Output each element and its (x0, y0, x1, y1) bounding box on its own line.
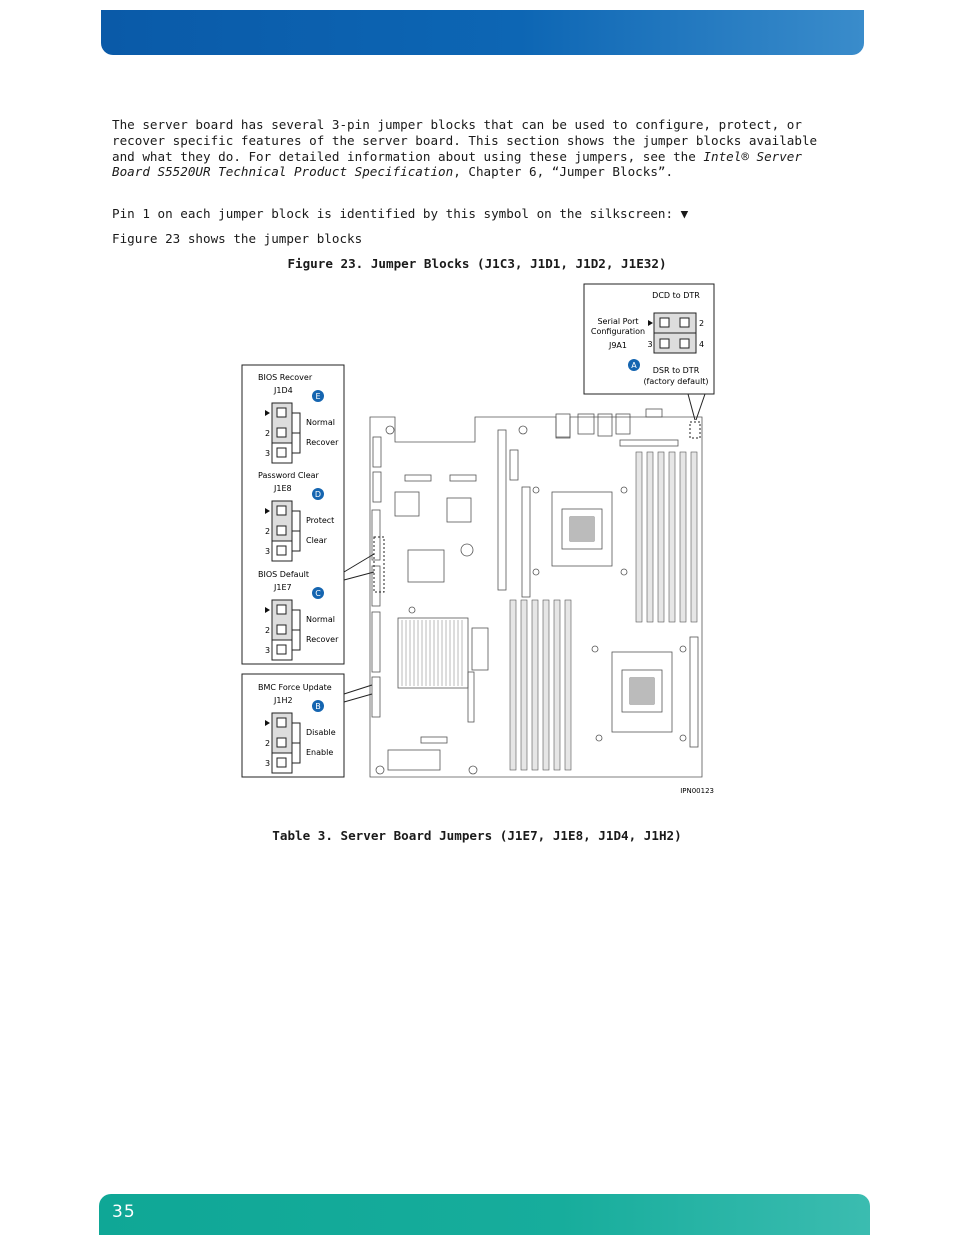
callout-a-pin-left: 3 (647, 340, 653, 349)
jumper-j1h2-option-1: Disable (306, 728, 336, 737)
jumper-blocks-figure (240, 282, 720, 797)
jumper-j1d4-title: BIOS Recover (258, 373, 313, 382)
jumper-j1e8-pin-2 (277, 526, 286, 535)
jumper-j1e7-pin-3-label: 3 (265, 646, 271, 655)
callout-a-label-2: Configuration (590, 327, 646, 336)
jumper-cluster-marker (374, 537, 384, 592)
jumper-j1e8-pin-2-label: 2 (265, 527, 271, 536)
jumper-j1d4-pin-3-label: 3 (265, 449, 271, 458)
pin1-paragraph: Pin 1 on each jumper block is identified by this symbol on the silkscreen: ▼ (112, 206, 689, 221)
jumper-j1e8-pin-1 (277, 506, 286, 515)
intro-tail: , Chapter 6, “Jumper Blocks”. (453, 164, 674, 180)
jumper-j1d4-badge-label: E (315, 392, 321, 401)
jumper-j1d4-option-2: Recover (306, 438, 339, 447)
jumper-j1e8-title: Password Clear (258, 471, 319, 480)
callout-a-label-1: Serial Port (597, 317, 639, 326)
tps-reference: Intel® Server Board S5520UR Technical Product Specification (112, 148, 802, 180)
dimm-slots-lower (510, 600, 571, 770)
intro-lead: The server board has several 3-pin jumper blocks that can be used to configure, protect, or recover specific features of the server board. This section shows the jumper blocks available and what they do. For detailed information about using these jumpers, see the (112, 117, 818, 164)
jumper-j1d4-pin-1 (277, 408, 286, 417)
jumper-j1h2-pin-2-label: 2 (265, 739, 271, 748)
jumper-j1d4-pin-2-label: 2 (265, 429, 271, 438)
callout-a-pin-right-bottom: 4 (699, 340, 705, 349)
jumper-j1e8-pin-3-label: 3 (265, 547, 271, 556)
callout-serial-port (584, 284, 714, 420)
figure-reference-paragraph: Figure 23 shows the jumper blocks (112, 231, 363, 246)
jumper-diagram (240, 282, 720, 797)
jumper-j1d4-id: J1D4 (274, 386, 293, 395)
callout-a-pin-right-top: 2 (699, 319, 705, 328)
jumper-j1e7-badge-label: C (315, 589, 321, 598)
jumper-j1h2-option-2: Enable (306, 748, 334, 757)
page-number: 35 (112, 1202, 136, 1222)
jumper-j1h2-pin-3 (277, 758, 286, 767)
jumper-j1e7-pin-3 (277, 645, 286, 654)
jumper-j1e8-option-1: Protect (306, 516, 335, 525)
callout-a-id: J9A1 (608, 341, 628, 350)
table-caption: Table 3. Server Board Jumpers (J1E7, J1E8, J1D4, J1H2) (272, 828, 682, 843)
cpu2-socket (630, 678, 654, 704)
jumper-j1h2-badge-label: B (315, 702, 321, 711)
jumper-j1e8-pin-3 (277, 546, 286, 555)
callout-a-bottom-2: (factory default) (643, 377, 709, 386)
jumper-j1e7-title: BIOS Default (258, 570, 309, 579)
figure-caption: Figure 23. Jumper Blocks (J1C3, J1D1, J1D2, J1E32) (287, 256, 667, 271)
dimm-slots-upper (636, 452, 697, 622)
heatsink-fins (402, 620, 462, 686)
jumper-j1e8-id: J1E8 (274, 484, 292, 493)
jumper-j1e7-pin-2 (277, 625, 286, 634)
badge-a: A (631, 361, 637, 370)
jumper-j1e7-id: J1E7 (274, 583, 292, 592)
jumper-j1e7-option-2: Recover (306, 635, 339, 644)
intro-paragraph (112, 117, 832, 180)
cpu1-socket (570, 517, 594, 541)
jumper-j1h2-pin-2 (277, 738, 286, 747)
jumper-j1h2-pin-1 (277, 718, 286, 727)
jumper-j1e7-pin-2-label: 2 (265, 626, 271, 635)
j9a1-marker (690, 422, 700, 438)
jumper-j1e8-option-2: Clear (306, 536, 327, 545)
footer-bar (99, 1194, 870, 1235)
jumper-j1d4-option-1: Normal (306, 418, 335, 427)
jumper-j1e7-pin-1 (277, 605, 286, 614)
jumper-j1d4-pin-2 (277, 428, 286, 437)
jumper-j1d4-pin-3 (277, 448, 286, 457)
figure-id-label: IPN00123 (680, 787, 714, 795)
jumper-j1h2-pin-3-label: 3 (265, 759, 271, 768)
header-bar (101, 10, 864, 55)
jumper-j1e8-badge-label: D (314, 490, 322, 499)
jumper-j1e7-option-1: Normal (306, 615, 335, 624)
callout-a-bottom-1: DSR to DTR (652, 366, 700, 375)
jumper-j1h2-id: J1H2 (274, 696, 293, 705)
jumper-j1h2-title: BMC Force Update (258, 683, 332, 692)
callout-a-top-label: DCD to DTR (652, 291, 700, 300)
